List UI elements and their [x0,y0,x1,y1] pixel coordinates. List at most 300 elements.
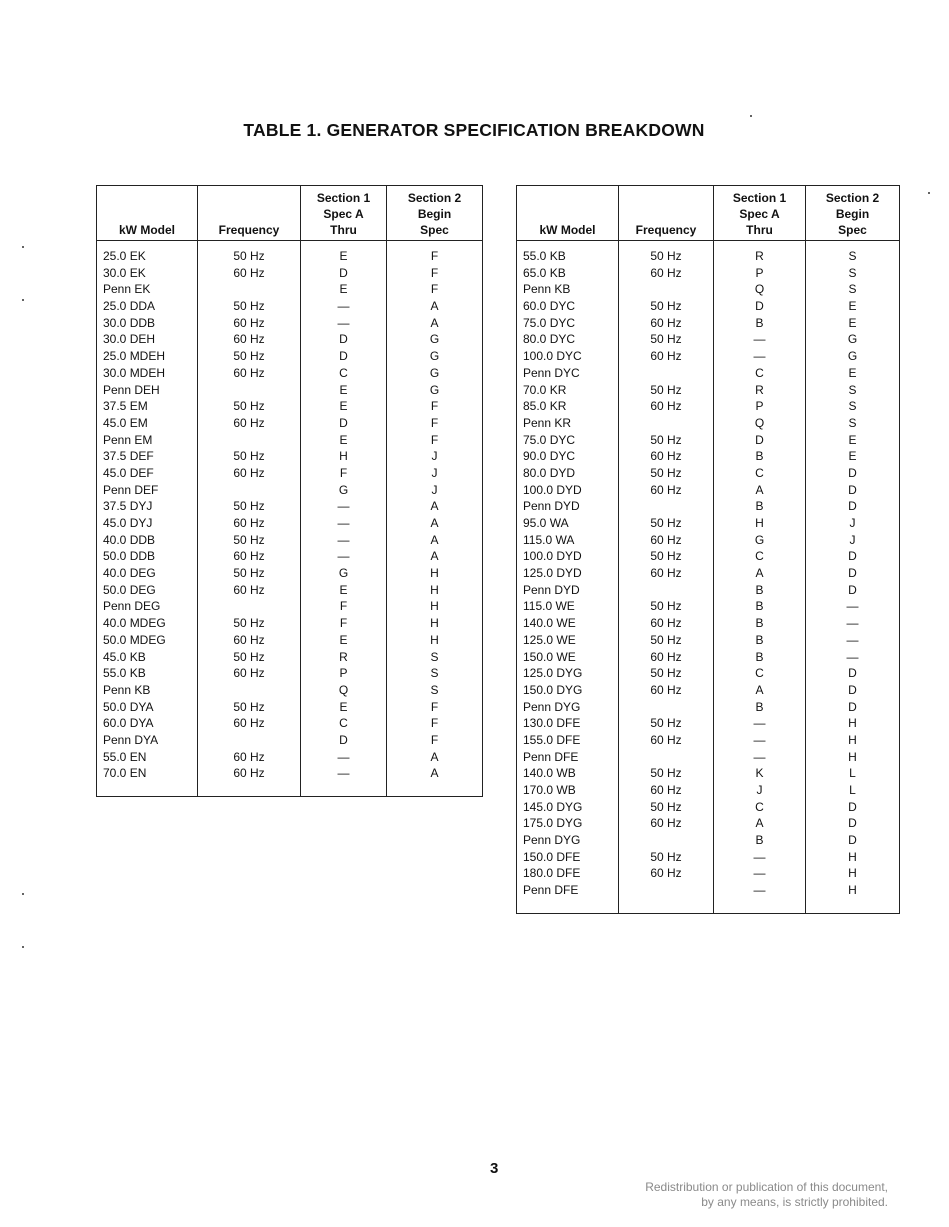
cell-section1-thru: D [301,732,387,749]
cell-section1-thru: A [714,682,806,699]
cell-section1-thru: P [301,665,387,682]
cell-section2-begin: L [806,765,900,782]
cell-section1-thru: — [301,749,387,766]
spec-table-right-body [517,241,900,914]
table-row [517,382,900,399]
table-row [97,298,483,315]
cell-frequency: 60 Hz [198,515,301,532]
cell-section1-thru: A [714,565,806,582]
cell-kw-model: 145.0 DYG [517,799,619,816]
table-row [97,498,483,515]
table-row [97,365,483,382]
cell-section1-thru: — [714,749,806,766]
cell-section1-thru: — [301,548,387,565]
cell-kw-model: 80.0 DYD [517,465,619,482]
table-row [97,765,483,782]
col-header-section2: Section 2 Begin Spec [806,186,900,241]
table-row [517,565,900,582]
cell-section1-thru: — [301,498,387,515]
cell-section2-begin: E [806,298,900,315]
cell-frequency: 60 Hz [619,315,714,332]
cell-section1-thru: F [301,598,387,615]
cell-section2-begin: H [806,732,900,749]
col-header-section1: Section 1 Spec A Thru [301,186,387,241]
cell-kw-model: 55.0 KB [97,665,198,682]
cell-section2-begin: H [387,598,483,615]
cell-section1-thru: B [714,582,806,599]
cell-frequency: 50 Hz [198,498,301,515]
scan-speck [928,192,930,194]
cell-section2-begin: D [806,799,900,816]
cell-frequency: 50 Hz [198,615,301,632]
cell-section1-thru: B [714,632,806,649]
table-row [97,565,483,582]
cell-section1-thru: F [301,615,387,632]
cell-kw-model: 50.0 DYA [97,699,198,716]
table-row [517,682,900,699]
table-row [97,598,483,615]
cell-kw-model: 125.0 DYD [517,565,619,582]
header-row [517,186,900,241]
cell-frequency: 50 Hz [619,298,714,315]
cell-kw-model: 37.5 EM [97,398,198,415]
cell-kw-model: 130.0 DFE [517,715,619,732]
cell-frequency: 60 Hz [198,315,301,332]
table-row [517,498,900,515]
cell-section1-thru: — [714,331,806,348]
cell-section2-begin: D [806,682,900,699]
table-row [517,315,900,332]
cell-section1-thru: E [301,632,387,649]
cell-kw-model: 180.0 DFE [517,865,619,882]
spec-table-right [516,185,900,914]
cell-section2-begin: D [806,665,900,682]
cell-section1-thru: — [301,298,387,315]
cell-frequency: 50 Hz [619,598,714,615]
cell-section2-begin: F [387,432,483,449]
cell-kw-model: 70.0 KR [517,382,619,399]
cell-frequency: 50 Hz [198,649,301,666]
cell-section2-begin: A [387,298,483,315]
cell-section1-thru: D [301,331,387,348]
cell-frequency: 60 Hz [198,265,301,282]
scan-speck [22,946,24,948]
cell-kw-model: 125.0 DYG [517,665,619,682]
cell-section1-thru: Q [714,415,806,432]
cell-kw-model: Penn DYD [517,498,619,515]
cell-frequency: 50 Hz [198,348,301,365]
cell-section1-thru: C [714,365,806,382]
cell-frequency [619,498,714,515]
cell-kw-model: 100.0 DYD [517,482,619,499]
cell-kw-model: 55.0 EN [97,749,198,766]
cell-frequency: 50 Hz [619,665,714,682]
table-row [97,382,483,399]
cell-section2-begin: D [806,465,900,482]
table-row [97,682,483,699]
cell-section2-begin: — [806,632,900,649]
cell-frequency: 50 Hz [198,699,301,716]
cell-section1-thru: D [301,265,387,282]
cell-section1-thru: C [714,799,806,816]
col-header-kw-model: kW Model [97,186,198,241]
table-row [97,548,483,565]
spec-table-left-body [97,241,483,797]
cell-frequency [198,432,301,449]
cell-section2-begin: A [387,532,483,549]
cell-frequency [619,365,714,382]
cell-frequency [198,732,301,749]
table-row [97,248,483,265]
cell-section1-thru: B [714,832,806,849]
cell-section1-thru: B [714,615,806,632]
cell-section2-begin: D [806,565,900,582]
cell-section2-begin: S [806,248,900,265]
cell-kw-model: 45.0 KB [97,649,198,666]
cell-section1-thru: H [301,448,387,465]
cell-kw-model: Penn EK [97,281,198,298]
cell-frequency: 60 Hz [619,448,714,465]
cell-section2-begin: A [387,315,483,332]
cell-section2-begin: G [387,331,483,348]
cell-section2-begin: G [806,348,900,365]
cell-section2-begin: G [387,382,483,399]
table-row [517,582,900,599]
cell-section1-thru: C [301,365,387,382]
cell-frequency [619,582,714,599]
cell-kw-model: 90.0 DYC [517,448,619,465]
cell-section1-thru: E [301,281,387,298]
cell-kw-model: 30.0 DEH [97,331,198,348]
cell-frequency: 60 Hz [198,465,301,482]
cell-frequency: 50 Hz [198,248,301,265]
cell-section1-thru: B [714,649,806,666]
table-row [97,632,483,649]
cell-kw-model: 50.0 DDB [97,548,198,565]
cell-frequency: 60 Hz [198,715,301,732]
table-row [97,482,483,499]
cell-section1-thru: D [714,432,806,449]
cell-section2-begin: S [387,649,483,666]
table-row [517,248,900,265]
cell-frequency [619,749,714,766]
table-row [97,715,483,732]
cell-section2-begin: F [387,732,483,749]
table-row [517,815,900,832]
cell-section1-thru: G [714,532,806,549]
cell-section2-begin: G [387,365,483,382]
table-row [517,415,900,432]
cell-kw-model: 50.0 MDEG [97,632,198,649]
cell-section2-begin: A [387,548,483,565]
table-row [517,298,900,315]
cell-kw-model: 40.0 MDEG [97,615,198,632]
cell-kw-model: 40.0 DDB [97,532,198,549]
cell-kw-model: 45.0 EM [97,415,198,432]
cell-frequency: 50 Hz [619,331,714,348]
cell-section2-begin: F [387,398,483,415]
cell-frequency: 50 Hz [198,398,301,415]
cell-frequency: 60 Hz [198,632,301,649]
cell-frequency: 50 Hz [198,565,301,582]
cell-section2-begin: J [387,482,483,499]
cell-frequency: 60 Hz [619,815,714,832]
cell-kw-model: 30.0 DDB [97,315,198,332]
cell-section2-begin: E [806,432,900,449]
cell-section1-thru: Q [714,281,806,298]
table-row [517,348,900,365]
cell-kw-model: 55.0 KB [517,248,619,265]
table-row [517,365,900,382]
cell-frequency: 60 Hz [198,331,301,348]
cell-section2-begin: A [387,749,483,766]
cell-section1-thru: C [714,548,806,565]
cell-kw-model: 37.5 DYJ [97,498,198,515]
cell-kw-model: 25.0 DDA [97,298,198,315]
scan-speck [750,115,752,117]
table-row [97,732,483,749]
cell-section2-begin: D [806,548,900,565]
table-row [97,749,483,766]
cell-section1-thru: J [714,782,806,799]
cell-section2-begin: E [806,365,900,382]
cell-kw-model: Penn DYD [517,582,619,599]
cell-section1-thru: B [714,598,806,615]
cell-kw-model: 100.0 DYC [517,348,619,365]
cell-kw-model: 65.0 KB [517,265,619,282]
cell-kw-model: Penn DYG [517,699,619,716]
cell-section1-thru: P [714,265,806,282]
cell-section1-thru: — [714,882,806,899]
cell-frequency [619,699,714,716]
table-row [517,265,900,282]
table-row [517,482,900,499]
cell-section1-thru: G [301,482,387,499]
cell-section2-begin: F [387,415,483,432]
header-row [97,186,483,241]
cell-kw-model: Penn DFE [517,882,619,899]
cell-kw-model: 150.0 DFE [517,849,619,866]
cell-frequency: 60 Hz [619,682,714,699]
page-number: 3 [490,1160,499,1177]
cell-section1-thru: E [301,382,387,399]
cell-section1-thru: K [714,765,806,782]
cell-kw-model: Penn DFE [517,749,619,766]
table-row [97,532,483,549]
table-row [517,632,900,649]
table-row [97,281,483,298]
table-row [97,615,483,632]
cell-frequency [619,882,714,899]
cell-kw-model: 25.0 MDEH [97,348,198,365]
cell-frequency [619,415,714,432]
cell-section1-thru: A [714,815,806,832]
cell-section1-thru: B [714,448,806,465]
cell-section2-begin: S [387,682,483,699]
cell-kw-model: 140.0 WE [517,615,619,632]
table-row [517,615,900,632]
cell-section1-thru: G [301,565,387,582]
cell-kw-model: 80.0 DYC [517,331,619,348]
cell-frequency: 50 Hz [619,382,714,399]
cell-section2-begin: E [806,315,900,332]
cell-kw-model: Penn KB [517,281,619,298]
table-row [517,515,900,532]
cell-section2-begin: H [806,865,900,882]
cell-section1-thru: D [301,348,387,365]
cell-section1-thru: — [714,849,806,866]
cell-frequency: 50 Hz [198,298,301,315]
scan-speck [22,299,24,301]
cell-frequency: 50 Hz [619,248,714,265]
cell-kw-model: Penn DEH [97,382,198,399]
cell-section2-begin: — [806,615,900,632]
cell-section2-begin: D [806,482,900,499]
cell-section2-begin: J [806,532,900,549]
table-row [97,398,483,415]
cell-section2-begin: A [387,515,483,532]
table-row [97,415,483,432]
table-row [517,699,900,716]
cell-frequency [198,682,301,699]
cell-section2-begin: H [806,749,900,766]
cell-section1-thru: Q [301,682,387,699]
cell-kw-model: Penn DEG [97,598,198,615]
col-header-frequency: Frequency [619,186,714,241]
cell-frequency: 60 Hz [619,649,714,666]
table-row [97,432,483,449]
cell-frequency: 60 Hz [198,749,301,766]
col-header-section2: Section 2 Begin Spec [387,186,483,241]
table-row [517,732,900,749]
cell-section2-begin: F [387,248,483,265]
cell-frequency [198,598,301,615]
table-row [517,782,900,799]
cell-kw-model: 60.0 DYA [97,715,198,732]
cell-kw-model: 115.0 WE [517,598,619,615]
cell-section1-thru: E [301,582,387,599]
cell-section2-begin: H [806,715,900,732]
cell-section2-begin: D [806,582,900,599]
table-row [517,281,900,298]
table-row [517,865,900,882]
cell-frequency: 60 Hz [619,398,714,415]
cell-frequency: 50 Hz [619,715,714,732]
cell-frequency: 60 Hz [619,348,714,365]
cell-section2-begin: G [806,331,900,348]
cell-section2-begin: S [806,265,900,282]
cell-section1-thru: C [714,465,806,482]
cell-frequency: 60 Hz [619,265,714,282]
cell-kw-model: 40.0 DEG [97,565,198,582]
table-row [517,448,900,465]
col-header-section1: Section 1 Spec A Thru [714,186,806,241]
cell-frequency: 60 Hz [619,482,714,499]
cell-frequency: 50 Hz [198,448,301,465]
table-row [517,331,900,348]
cell-section1-thru: D [301,415,387,432]
cell-section1-thru: A [714,482,806,499]
cell-frequency: 60 Hz [198,415,301,432]
cell-kw-model: Penn DYG [517,832,619,849]
table-row [517,749,900,766]
cell-frequency: 60 Hz [198,548,301,565]
cell-section2-begin: J [387,465,483,482]
cell-section1-thru: F [301,465,387,482]
cell-kw-model: 95.0 WA [517,515,619,532]
cell-section2-begin: H [806,849,900,866]
cell-section2-begin: F [387,281,483,298]
cell-section1-thru: — [301,315,387,332]
cell-kw-model: 175.0 DYG [517,815,619,832]
cell-section1-thru: R [714,382,806,399]
cell-section2-begin: E [806,448,900,465]
cell-frequency: 50 Hz [619,799,714,816]
cell-section2-begin: S [806,382,900,399]
cell-frequency [198,382,301,399]
footer-notice [645,1180,888,1210]
cell-section2-begin: S [806,415,900,432]
cell-section1-thru: — [301,532,387,549]
cell-kw-model: 75.0 DYC [517,315,619,332]
col-header-frequency: Frequency [198,186,301,241]
cell-kw-model: 70.0 EN [97,765,198,782]
cell-section2-begin: D [806,815,900,832]
table-row [517,715,900,732]
cell-section1-thru: P [714,398,806,415]
cell-section1-thru: E [301,398,387,415]
cell-kw-model: 115.0 WA [517,532,619,549]
cell-kw-model: 125.0 WE [517,632,619,649]
cell-section2-begin: H [806,882,900,899]
cell-frequency [619,832,714,849]
table-row [97,582,483,599]
cell-kw-model: 25.0 EK [97,248,198,265]
table-row [517,548,900,565]
table-row [97,515,483,532]
cell-section2-begin: — [806,649,900,666]
scan-speck [22,893,24,895]
table-row [517,849,900,866]
cell-section2-begin: H [387,582,483,599]
cell-frequency: 50 Hz [619,765,714,782]
cell-section1-thru: — [301,515,387,532]
cell-kw-model: 30.0 EK [97,265,198,282]
cell-frequency: 50 Hz [619,515,714,532]
cell-frequency: 50 Hz [619,632,714,649]
table-row [97,465,483,482]
cell-kw-model: 37.5 DEF [97,448,198,465]
table-row [517,882,900,899]
table-row [517,665,900,682]
table-row [517,765,900,782]
cell-kw-model: 150.0 WE [517,649,619,666]
cell-frequency: 60 Hz [198,765,301,782]
cell-kw-model: Penn DEF [97,482,198,499]
cell-section1-thru: R [714,248,806,265]
cell-section1-thru: — [714,348,806,365]
cell-section2-begin: J [806,515,900,532]
table-row [97,699,483,716]
table-row [517,532,900,549]
table-row [97,348,483,365]
cell-section2-begin: D [806,832,900,849]
cell-kw-model: 60.0 DYC [517,298,619,315]
cell-frequency: 60 Hz [198,665,301,682]
cell-frequency: 50 Hz [619,432,714,449]
spec-table-left [96,185,483,797]
table-row [517,832,900,849]
